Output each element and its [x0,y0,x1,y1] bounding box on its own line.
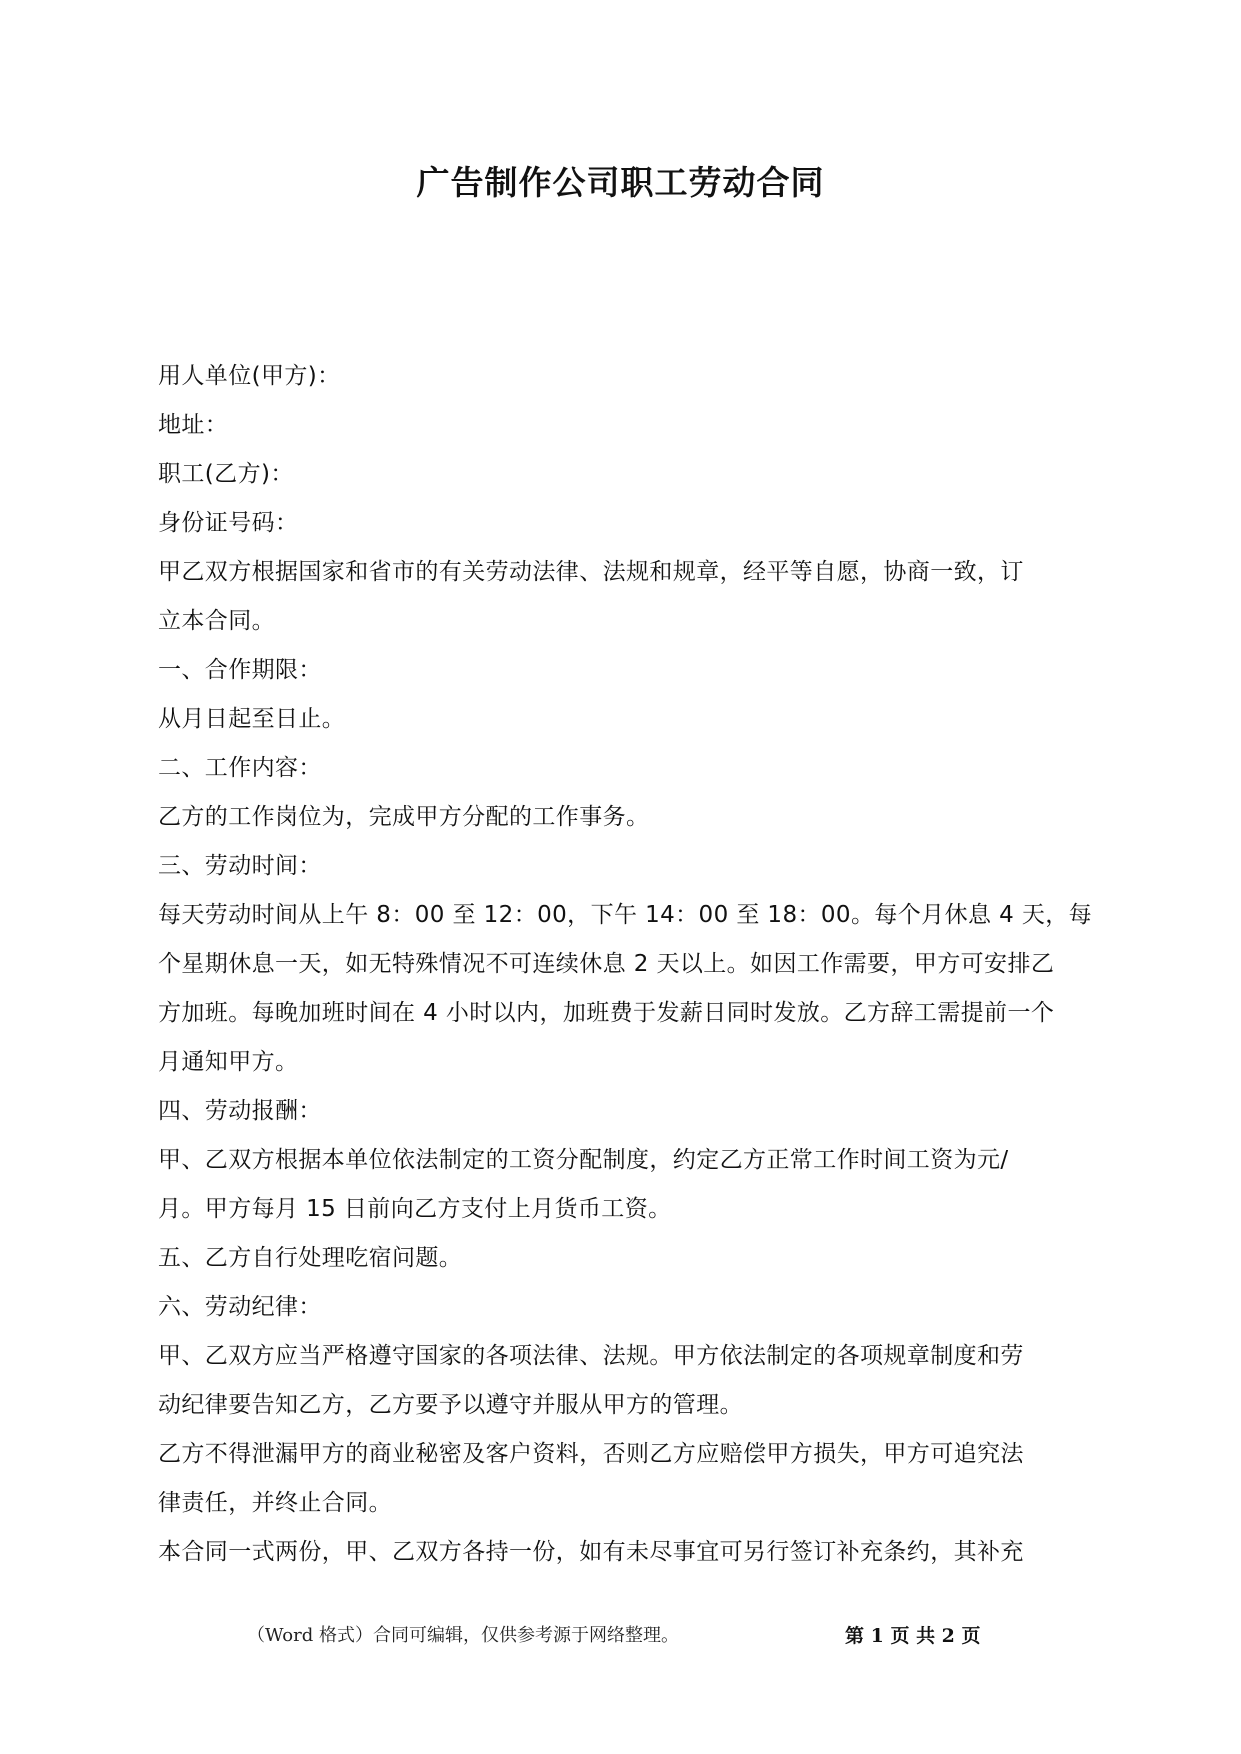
section-6-line-3: 乙方不得泄漏甲方的商业秘密及客户资料，否则乙方应赔偿甲方损失，甲方可追究法 [158,1441,1024,1467]
address-line: 地址： [158,412,229,438]
section-1-heading: 一、合作期限： [158,657,322,683]
contract-body [158,352,1094,1577]
section-4-line-2: 月。甲方每月 15 日前向乙方支付上月货币工资。 [158,1196,672,1222]
section-6-line-4: 律责任，并终止合同。 [158,1490,392,1516]
preamble-line-2: 立本合同。 [158,608,275,634]
section-3-line-3: 方加班。每晚加班时间在 4 小时以内，加班费于发薪日同时发放。乙方辞工需提前一个 [158,1000,1055,1026]
section-4-heading: 四、劳动报酬： [158,1098,322,1124]
party-b-line: 职工(乙方)： [158,461,294,487]
section-6-line-2: 动纪律要告知乙方，乙方要予以遵守并服从甲方的管理。 [158,1392,743,1418]
section-4-line-1: 甲、乙双方根据本单位依法制定的工资分配制度，约定乙方正常工作时间工资为元/ [158,1147,1009,1173]
section-5-text: 五、乙方自行处理吃宿问题。 [158,1245,463,1271]
footer-note: （Word 格式）合同可编辑，仅供参考源于网络整理。 [247,1625,679,1646]
section-2-text: 乙方的工作岗位为，完成甲方分配的工作事务。 [158,804,650,830]
document-title: 广告制作公司职工劳动合同 [416,163,825,202]
section-2-heading: 二、工作内容： [158,755,322,781]
closing-line-1: 本合同一式两份，甲、乙双方各持一份，如有未尽事宜可另行签订补充条约，其补充 [158,1539,1024,1565]
section-6-line-1: 甲、乙双方应当严格遵守国家的各项法律、法规。甲方依法制定的各项规章制度和劳 [158,1343,1024,1369]
section-1-text: 从月日起至日止。 [158,706,346,732]
section-3-heading: 三、劳动时间： [158,853,322,879]
party-a-line: 用人单位(甲方)： [158,363,341,389]
section-3-line-1: 每天劳动时间从上午 8：00 至 12：00，下午 14：00 至 18：00。每个月休息 4 天，每 [158,902,1093,928]
page-number: 第 1 页 共 2 页 [845,1625,981,1647]
id-number-line: 身份证号码： [158,510,299,536]
section-6-heading: 六、劳动纪律： [158,1294,322,1320]
section-3-line-4: 月通知甲方。 [158,1049,299,1075]
section-3-line-2: 个星期休息一天，如无特殊情况不可连续休息 2 天以上。如因工作需要，甲方可安排乙 [158,951,1055,977]
preamble-line-1: 甲乙双方根据国家和省市的有关劳动法律、法规和规章，经平等自愿，协商一致，订 [158,559,1024,585]
